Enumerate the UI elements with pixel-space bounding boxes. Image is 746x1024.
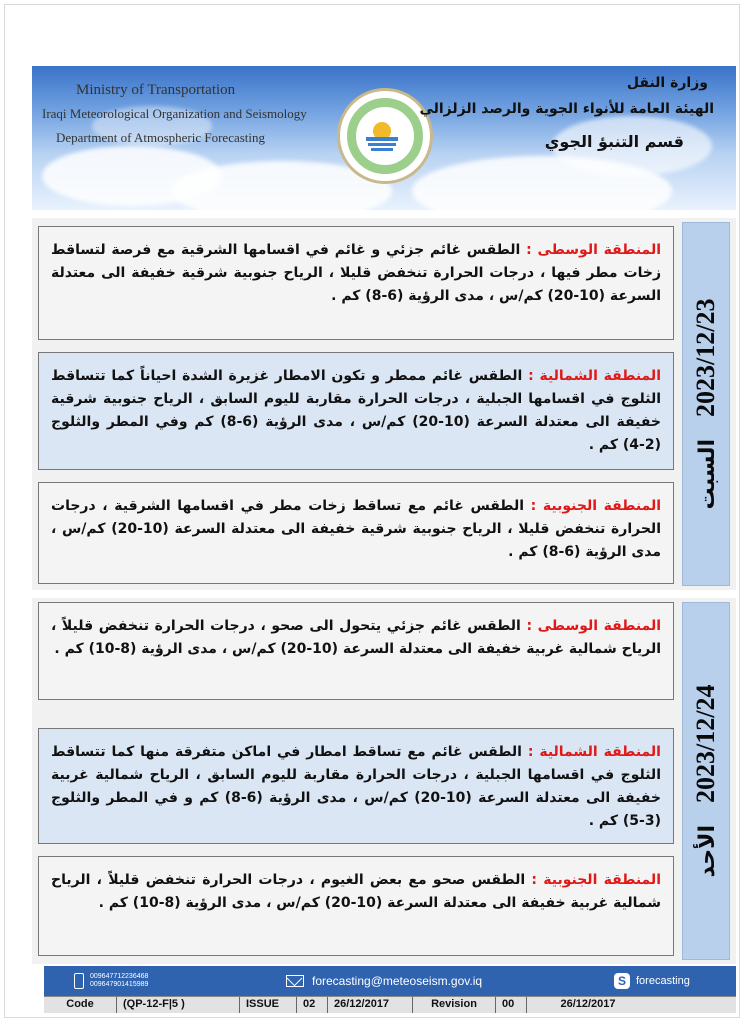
region-text: الطقس غائم مع تساقط امطار في اماكن متفرقة منها كما تتساقط الثلوج في اقسامها الجبلية ، درجات الحرارة مقاربة لليوم السابق ، الرياح شمالية غربية خفيفة الى معتدلة السرعة (10-20) كم/س ، مدى الرؤية (6-8) كم و في المطر والثلوج (3-5) كم .: [51, 744, 662, 829]
forecast-day-1: [32, 218, 736, 590]
region-label: المنطقة الجنوبية :: [531, 872, 661, 888]
code-label: Code: [44, 997, 117, 1013]
issue-number: 02: [297, 997, 328, 1013]
revision-date: 26/12/2017: [560, 998, 616, 1010]
english-ministry-name: Ministry of Transportation: [76, 82, 236, 98]
arabic-ministry-name: وزارة النقل: [626, 75, 708, 91]
region-central-forecast: [38, 226, 674, 340]
region-text: الطقس غائم جزئي و غائم في اقسامها الشرقية مع فرصة لتساقط زخات مطر فيها ، درجات الحرارة تنخفض قليلا ، الرياح جنوبية شرقية خفيفة الى معتدلة السرعة (10-20) كم/س ، مدى الرؤية (6-8) كم .: [51, 242, 661, 304]
arabic-organization-name: الهيئة العامة للأنواء الجوية والرصد الزلزالي: [419, 101, 714, 117]
phone-number: 009647712236468: [90, 973, 149, 980]
revision-label: Revision: [413, 997, 496, 1013]
issue-label: ISSUE: [240, 997, 297, 1013]
region-label: المنطقة الشمالية :: [527, 744, 661, 760]
email-icon: [286, 975, 304, 987]
region-label: المنطقة الوسطى :: [526, 618, 662, 634]
sun-cloud-emblem-icon: [362, 115, 402, 155]
arabic-letterhead: [419, 72, 714, 160]
date-column: [682, 602, 730, 960]
forecast-date: 2023/12/24: [691, 684, 720, 803]
region-text: الطقس غائم ممطر و تكون الامطار غزيرة الشدة احياناً كما تتساقط الثلوج في اقسامها الجبلية ، درجات الحرارة مقاربة لليوم السابق ، الرياح جنوبية شرقية خفيفة الى معتدلة السرعة (10-20) كم/س ، مدى الرؤية (6-8) كم وفي المطر والثلوج (2-4) كم .: [51, 368, 662, 453]
phone-icon: [74, 973, 84, 989]
region-text: الطقس غائم مع تساقط زخات مطر في اقسامها الشرقية ، درجات الحرارة تنخفض قليلا ، الرياح جنوبية شرقية خفيفة الى معتدلة السرعة (10-20) كم/س ، مدى الرؤية (6-8) كم .: [51, 498, 661, 560]
region-text: الطقس غائم جزئي يتحول الى صحو ، درجات الحرارة تنخفض قليلاً ، الرياح شمالية غربية خفيفة الى معتدلة السرعة (10-20) كم/س ، مدى الرؤية (8-10) كم .: [51, 618, 661, 657]
document-footer: [44, 966, 736, 1012]
email-address[interactable]: forecasting@meteoseism.gov.iq: [312, 974, 483, 988]
code-value: (QP-12-F|5 ): [117, 997, 240, 1013]
region-label: المنطقة الجنوبية :: [530, 498, 662, 514]
forecast-day-2: [32, 598, 736, 964]
english-letterhead: [42, 78, 307, 150]
region-central-forecast: [38, 602, 674, 700]
forecast-date: 2023/12/23: [691, 298, 720, 417]
revision-number: 00: [496, 997, 527, 1013]
letterhead-banner: [32, 66, 736, 210]
region-north-forecast: [38, 728, 674, 844]
forecast-day-name: السبت: [695, 438, 720, 510]
region-label: المنطقة الوسطى :: [526, 242, 661, 258]
region-south-forecast: [38, 482, 674, 584]
region-label: المنطقة الشمالية :: [528, 368, 661, 384]
region-south-forecast: [38, 856, 674, 956]
document-control-bar: [44, 996, 736, 1013]
issue-date: 26/12/2017: [328, 997, 413, 1013]
skype-handle: forecasting: [636, 975, 690, 987]
region-text: الطقس صحو مع بعض الغيوم ، درجات الحرارة تنخفض قليلاً ، الرياح شمالية غربية خفيفة الى معتدلة السرعة (10-20) كم/س ، مدى الرؤية (8-10) كم .: [51, 872, 661, 911]
english-department-name: Department of Atmospheric Forecasting: [56, 130, 266, 145]
phone-numbers: [90, 973, 148, 989]
arabic-department-name: قسم التنبؤ الجوي: [544, 132, 684, 151]
phone-number: 009647901415989: [90, 981, 149, 988]
contact-bar: [44, 966, 736, 996]
skype-icon: S: [614, 973, 630, 989]
english-organization-name: Iraqi Meteorological Organization and Seismology: [42, 106, 307, 121]
date-column: [682, 222, 730, 586]
forecast-day-name: الأحد: [695, 824, 720, 878]
region-north-forecast: [38, 352, 674, 470]
